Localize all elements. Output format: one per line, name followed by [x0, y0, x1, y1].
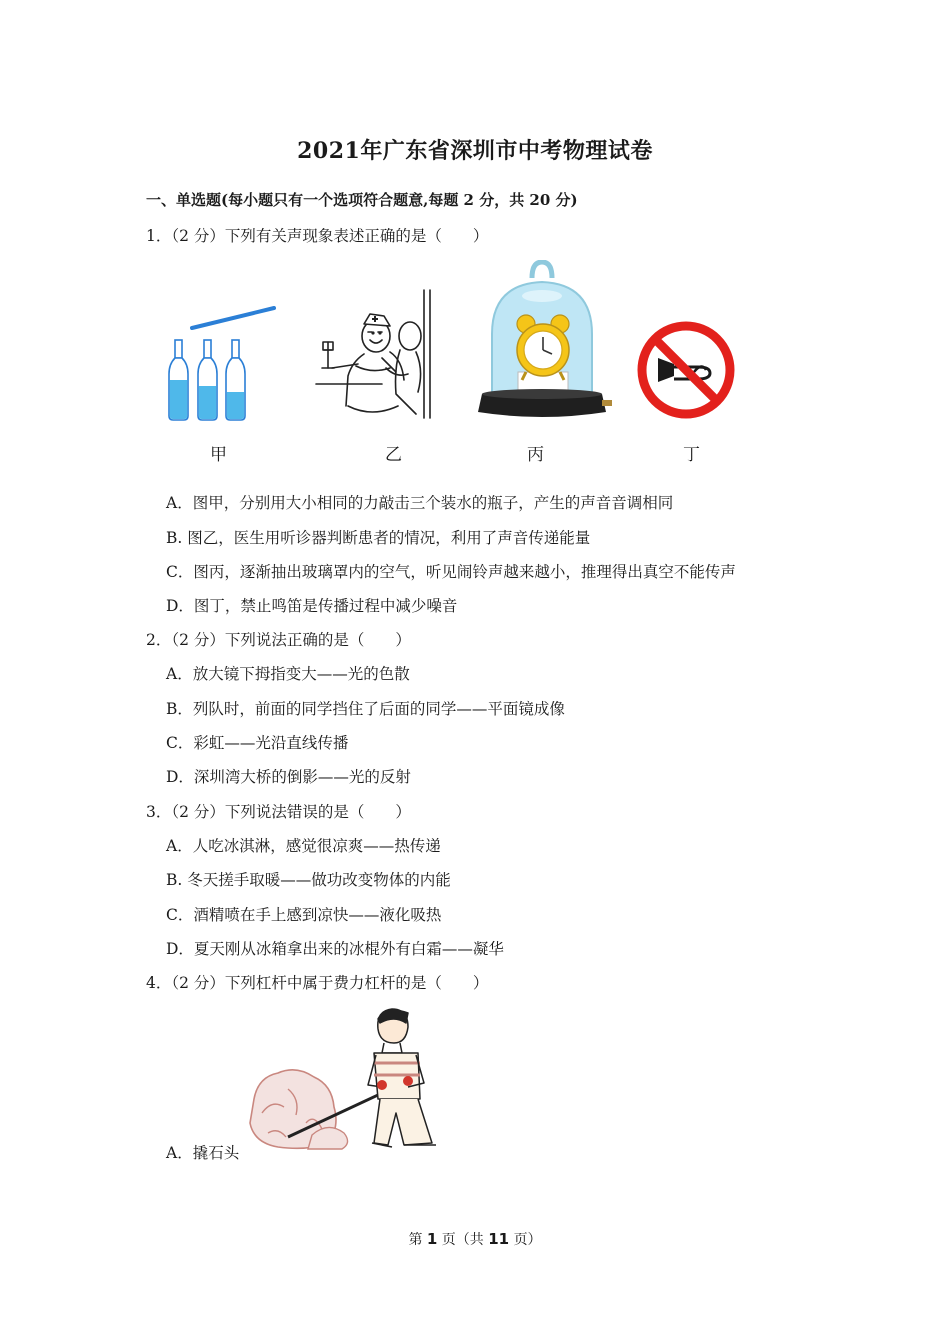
striking-rod [192, 308, 274, 328]
page-title: 2021年广东省深圳市中考物理试卷 [297, 138, 653, 164]
figure-prying-rock [248, 1003, 440, 1153]
question-4-stem: 4．（2 分）下列杠杆中属于费力杠杆的是（ ） [146, 974, 489, 992]
bottle-2 [198, 340, 217, 420]
question-1-option-a: A．图甲，分别用大小相同的力敲击三个装水的瓶子，产生的声音音调相同 [166, 494, 674, 512]
question-3-stem: 3．（2 分）下列说法错误的是（ ） [146, 803, 411, 821]
question-2-option-b: B．列队时，前面的同学挡住了后面的同学——平面镜成像 [166, 700, 565, 718]
footer-prefix: 第 [408, 1232, 423, 1248]
question-2-option-a: A．放大镜下拇指变大——光的色散 [166, 665, 410, 683]
footer-total-pages: 11 [488, 1230, 510, 1248]
bottle-1 [169, 340, 188, 420]
footer-suffix: 页） [513, 1232, 542, 1248]
question-3-option-a: A．人吃冰淇淋，感觉很凉爽——热传递 [166, 837, 441, 855]
section-heading: 一、单选题(每小题只有一个选项符合题意,每题 2 分，共 20 分) [146, 191, 578, 209]
question-1-option-d: D．图丁，禁止鸣笛是传播过程中减少噪音 [166, 597, 458, 615]
question-3-option-d: D．夏天刚从冰箱拿出来的冰棍外有白霜——凝华 [166, 940, 504, 958]
question-2-option-d: D．深圳湾大桥的倒影——光的反射 [166, 768, 411, 786]
bottle-3 [226, 340, 245, 420]
question-4-option-a: A．撬石头 [166, 1144, 240, 1162]
figure-doctor-stethoscope [312, 288, 438, 422]
question-1-stem: 1．（2 分）下列有关声现象表述正确的是（ ） [146, 227, 489, 245]
footer-page-number: 1 [426, 1230, 438, 1248]
figure-caption-bing: 丙 [527, 445, 544, 465]
question-2-option-c: C．彩虹——光沿直线传播 [166, 734, 349, 752]
figure-bottles [162, 304, 278, 426]
no-horn-sign-icon [636, 320, 736, 420]
question-3-option-b: B. 冬天搓手取暖——做功改变物体的内能 [166, 871, 451, 889]
footer-middle: 页（共 [441, 1232, 484, 1248]
question-3-option-c: C．酒精喷在手上感到凉快——液化吸热 [166, 906, 442, 924]
question-1-option-c: C．图丙，逐渐抽出玻璃罩内的空气，听见闹铃声越来越小，推理得出真空不能传声 [166, 563, 736, 581]
figure-caption-ding: 丁 [683, 445, 700, 465]
figure-caption-yi: 乙 [385, 445, 402, 465]
question-2-stem: 2．（2 分）下列说法正确的是（ ） [146, 631, 411, 649]
figure-caption-jia: 甲 [210, 445, 227, 465]
page-footer [0, 1229, 950, 1249]
figure-bell-jar-clock [478, 260, 618, 422]
question-1-option-b: B. 图乙，医生用听诊器判断患者的情况，利用了声音传递能量 [166, 529, 591, 547]
